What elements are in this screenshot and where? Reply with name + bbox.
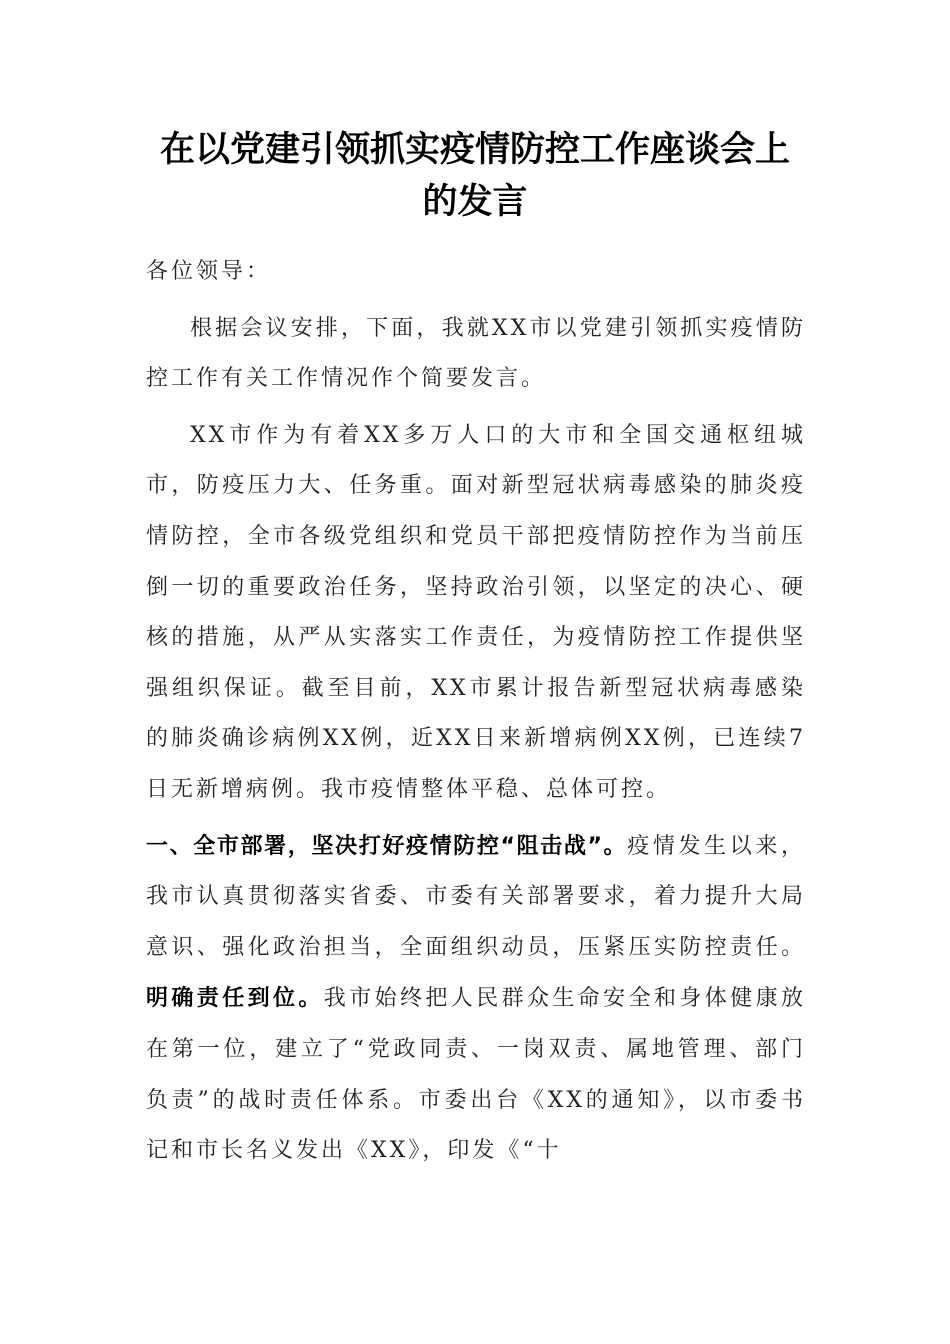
title-line-2: 的发言	[422, 181, 528, 222]
section-1-subheading: 明确责任到位。	[146, 985, 324, 1012]
document-title	[130, 124, 820, 228]
document-body	[146, 247, 806, 1183]
section-1-text-a: 疫情发生以来，我市认真贯彻落实省委、市委有关部署要求，着力提升大局意识、强化政治担当，全面组织动员，压紧压实防控责任。	[146, 833, 806, 960]
section-1-text-b: 我市始终把人民群众生命安全和身体健康放在第一位，建立了“党政同责、一岗双责、属地管理、部门负责”的战时责任体系。市委出台《XX的通知》，以市委书记和市长名义发出《XX》，印发《“十	[146, 986, 806, 1164]
section-1-heading: 一、全市部署，坚决打好疫情防控“阻击战”。	[146, 833, 628, 859]
paragraph-intro: 根据会议安排，下面，我就XX市以党建引领抓实疫情防控工作有关工作情况作个简要发言。	[146, 315, 806, 392]
paragraph-section-1	[146, 822, 806, 1177]
title-line-1: 在以党建引领抓实疫情防控工作座谈会上	[159, 129, 790, 170]
salutation: 各位领导：	[146, 259, 272, 284]
paragraph-overview: XX市作为有着XX多万人口的大市和全国交通枢纽城市，防疫压力大、任务重。面对新型冠状病毒感染的肺炎疫情防控，全市各级党组织和党员干部把疫情防控作为当前压倒一切的重要政治任务，坚持政治引领，以坚定的决心、硬核的措施，从严从实落实工作责任，为疫情防控工作提供坚强组织保证。截至目前，XX市累计报告新型冠状病毒感染的肺炎确诊病例XX例，近XX日来新增病例XX例，已连续7日无新增病例。我市疫情整体平稳、总体可控。	[146, 422, 806, 802]
